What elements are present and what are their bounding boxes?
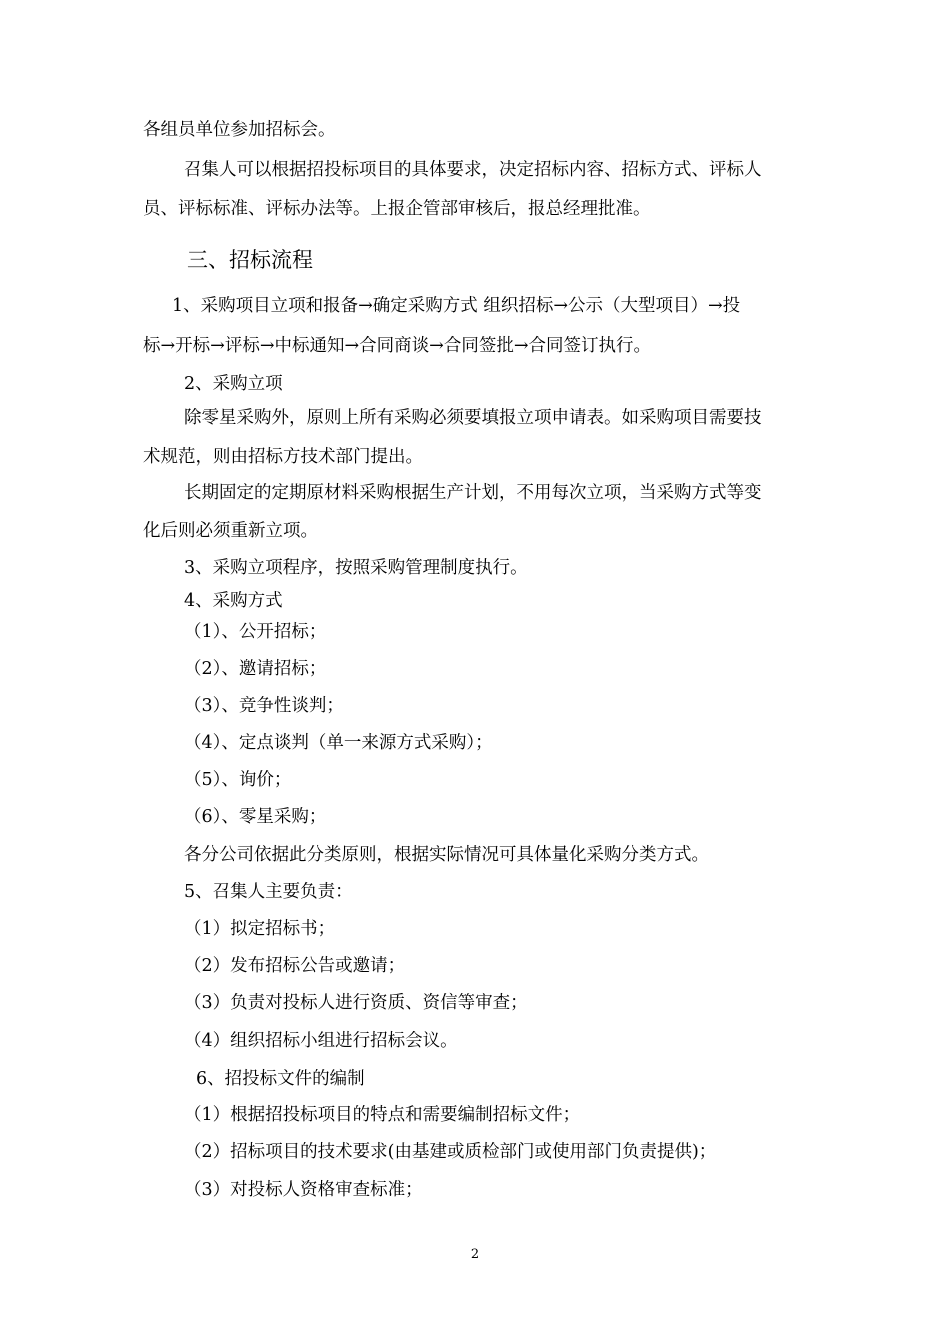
text-line: 2、采购立项 [184,374,283,394]
section-heading: 三、招标流程 [187,248,313,272]
list-item: （2）发布招标公告或邀请； [184,956,406,976]
text-line: 标→开标→评标→中标通知→合同商谈→合同签批→合同签订执行。 [143,336,651,356]
list-item: （4）、定点谈判（单一来源方式采购）； [184,733,493,753]
text-line: 召集人可以根据招投标项目的具体要求，决定招标内容、招标方式、评标人 [184,160,762,180]
text-line: 4、采购方式 [184,591,283,611]
text-line: 3、采购立项程序，按照采购管理制度执行。 [184,558,528,578]
text-line: 5、召集人主要负责： [184,882,353,902]
text-line: 6、招投标文件的编制 [196,1069,365,1089]
text-line: 员、评标标准、评标办法等。上报企管部审核后，报总经理批准。 [143,199,651,219]
list-item: （3）负责对投标人进行资质、资信等审查； [184,993,528,1013]
list-item: （2）招标项目的技术要求(由基建或质检部门或使用部门负责提供)； [184,1142,717,1162]
text-line: 术规范，则由招标方技术部门提出。 [143,447,423,467]
text-line: 各组员单位参加招标会。 [143,120,336,140]
list-item: （6）、零星采购； [184,807,327,827]
list-item: （1）、公开招标； [184,622,327,642]
text-line: 1、采购项目立项和报备→确定采购方式 组织招标→公示（大型项目）→投 [172,296,741,316]
list-item: （1）拟定招标书； [184,919,336,939]
list-item: （1）根据招投标项目的特点和需要编制招标文件； [184,1105,581,1125]
text-line: 除零星采购外，原则上所有采购必须要填报立项申请表。如采购项目需要技 [184,408,762,428]
text-line: 各分公司依据此分类原则，根据实际情况可具体量化采购分类方式。 [184,845,709,865]
list-item: （3）对投标人资格审查标准； [184,1180,423,1200]
list-item: （5）、询价； [184,770,292,790]
list-item: （2）、邀请招标； [184,659,327,679]
list-item: （3）、竞争性谈判； [184,696,344,716]
text-line: 化后则必须重新立项。 [143,521,318,541]
text-line: 长期固定的定期原材料采购根据生产计划，不用每次立项，当采购方式等变 [184,483,762,503]
list-item: （4）组织招标小组进行招标会议。 [184,1031,458,1051]
page-number: 2 [470,1247,480,1262]
